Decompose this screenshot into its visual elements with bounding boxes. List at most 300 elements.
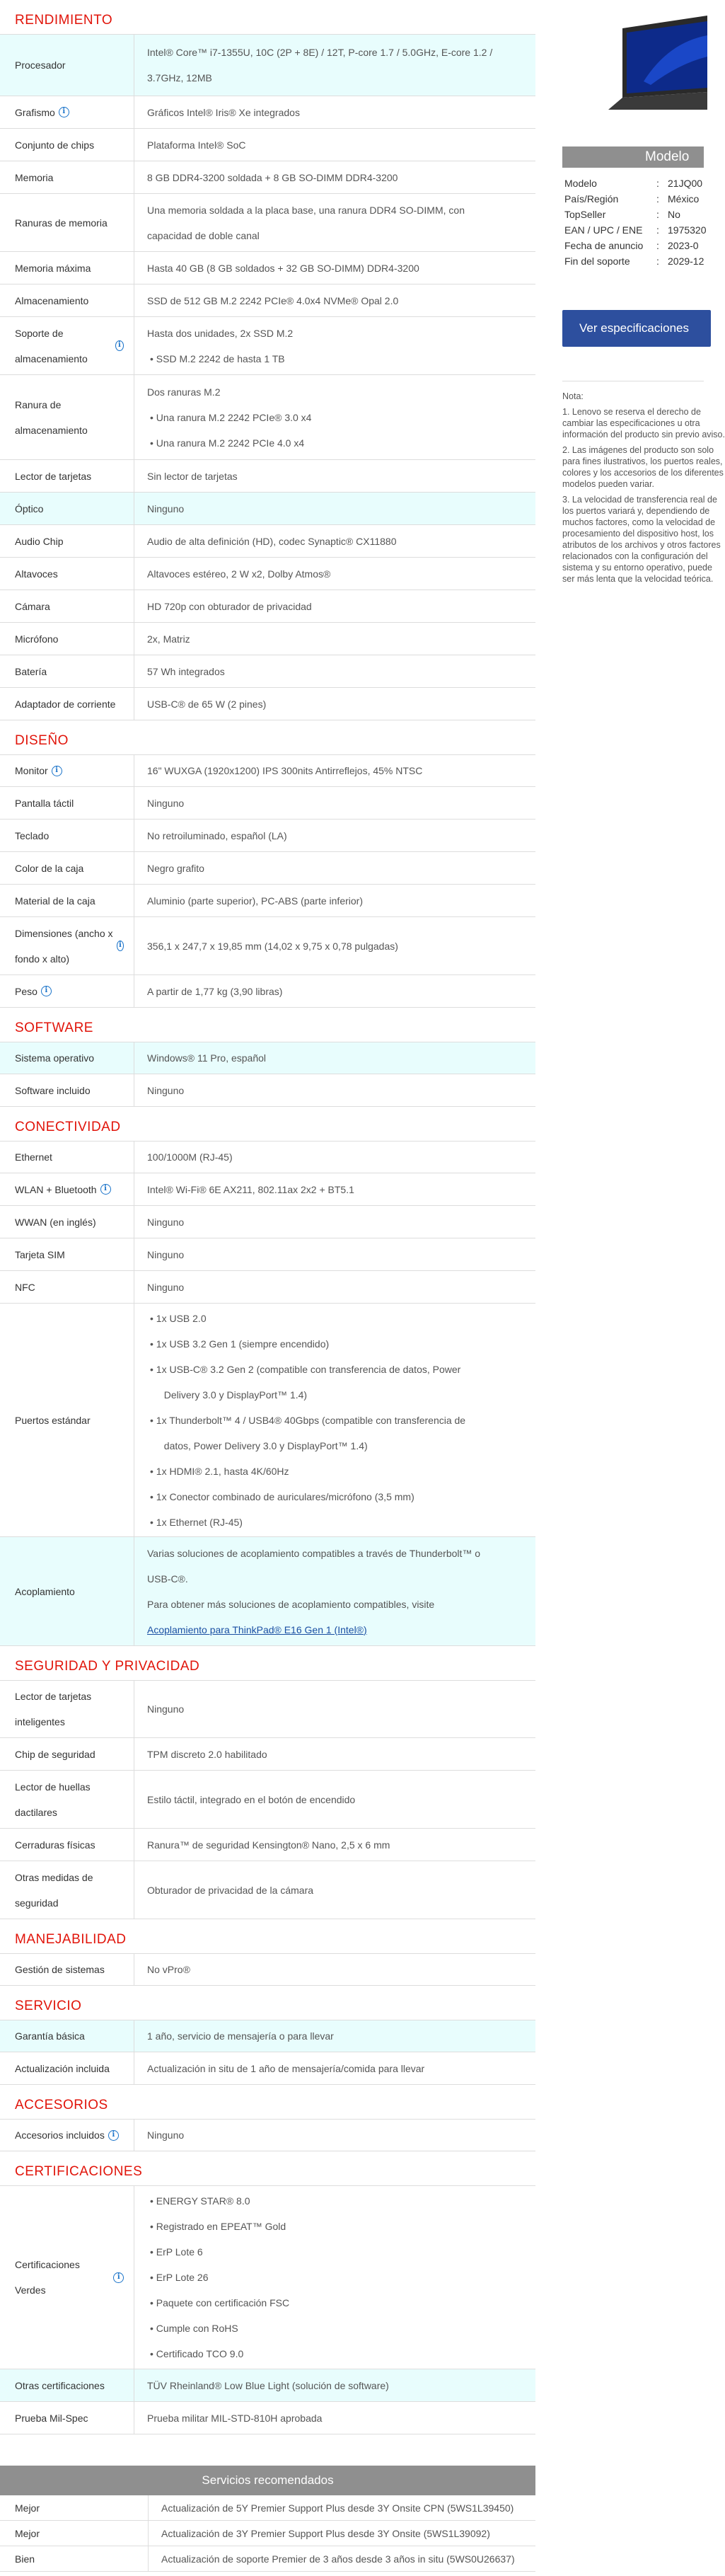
spec-label: [0, 820, 134, 851]
section-title-diseno: DISEÑO: [15, 733, 69, 748]
note-item: 1. Lenovo se reserva el derecho de cambiar las especificaciones u otra información del producto sin previo aviso.: [562, 407, 725, 439]
spec-value: [134, 2186, 535, 2369]
spec-label: [0, 590, 134, 622]
colon: :: [656, 178, 659, 189]
spec-value: [134, 1142, 535, 1173]
spec-label-text: WLAN + Bluetooth: [15, 1183, 97, 1195]
spec-label-text: Pantalla táctil: [15, 797, 74, 809]
spec-label-text: Teclado: [15, 829, 50, 841]
spec-value: [134, 1042, 535, 1074]
spec-label: [0, 1861, 134, 1919]
spec-label: [0, 655, 134, 687]
colon: :: [656, 240, 659, 251]
model-value: 2023-0: [668, 240, 699, 251]
spec-value-line: Obturador de privacidad de la cámara: [147, 1884, 314, 1896]
info-icon[interactable]: i: [59, 107, 69, 117]
spec-label: [0, 2369, 134, 2401]
spec-value-line: Ninguno: [147, 1703, 185, 1715]
spec-row-memoria: [0, 161, 535, 194]
spec-value-line: 3.7GHz, 12MB: [147, 72, 212, 84]
spec-row-sistema-operativo: [0, 1042, 535, 1074]
spec-row-actualizacion-incluida: [0, 2052, 535, 2085]
spec-value-line: Negro grafito: [147, 862, 204, 874]
spec-row-nfc: [0, 1271, 535, 1304]
spec-value: [134, 1537, 535, 1645]
info-icon[interactable]: i: [100, 1184, 111, 1195]
spec-row-audio-chip: [0, 525, 535, 558]
spec-row-wlan-bluetooth: [0, 1173, 535, 1206]
spec-label-text: Óptico: [15, 502, 44, 514]
spec-label: [0, 1206, 134, 1238]
spec-value-line: • SSD M.2 2242 de hasta 1 TB: [150, 352, 285, 364]
spec-label-text: Dimensiones (ancho x fondo x alto): [15, 927, 113, 965]
spec-label-text: Ranura de almacenamiento: [15, 398, 88, 436]
spec-label-text: Acoplamiento: [15, 1585, 75, 1597]
spec-value-line: SSD de 512 GB M.2 2242 PCIe® 4.0x4 NVMe® Opal 2.0: [147, 294, 399, 306]
spec-value-line: • 1x USB 2.0: [150, 1312, 207, 1324]
spec-label-text: Gestión de sistemas: [15, 1964, 105, 1975]
model-table: [564, 176, 707, 269]
spec-value-line: TÜV Rheinland® Low Blue Light (solución de software): [147, 2379, 389, 2391]
spec-label: [0, 96, 134, 128]
spec-value: [134, 2052, 535, 2084]
docking-link[interactable]: Acoplamiento para ThinkPad® E16 Gen 1 (Intel®): [147, 1623, 367, 1635]
spec-value-line: capacidad de doble canal: [147, 229, 260, 241]
spec-value-line: • Una ranura M.2 2242 PCIe® 3.0 x4: [150, 411, 312, 423]
spec-value-line: Estilo táctil, integrado en el botón de encendido: [147, 1793, 356, 1805]
spec-value: [134, 558, 535, 590]
service-tier: Mejor: [0, 2521, 149, 2546]
section-title-certificaciones: CERTIFICACIONES: [15, 2164, 143, 2179]
colon: :: [656, 209, 659, 220]
spec-label: [0, 787, 134, 819]
model-row: [564, 222, 707, 238]
spec-value-line: Ninguno: [147, 502, 185, 514]
spec-value-line: • 1x Conector combinado de auriculares/micrófono (3,5 mm): [150, 1490, 414, 1502]
model-key: TopSeller: [564, 209, 606, 220]
laptop-image: [601, 14, 707, 120]
spec-row-software-incluido: [0, 1074, 535, 1107]
spec-row-gestion-de-sistemas: [0, 1953, 535, 1986]
spec-label: [0, 1304, 134, 1536]
spec-row-garantia-basica: [0, 2020, 535, 2052]
spec-label: [0, 755, 134, 786]
spec-value-line: • Registrado en EPEAT™ Gold: [150, 2221, 286, 2232]
spec-label: [0, 493, 134, 524]
spec-value: [134, 1861, 535, 1919]
spec-value: [134, 688, 535, 720]
spec-value-line: • 1x HDMI® 2.1, hasta 4K/60Hz: [150, 1465, 289, 1477]
spec-label: [0, 161, 134, 193]
spec-label: [0, 525, 134, 557]
spec-value: [134, 1173, 535, 1205]
info-icon[interactable]: i: [117, 941, 124, 951]
section-title-conectividad: CONECTIVIDAD: [15, 1120, 121, 1134]
spec-value-line: USB-C®.: [147, 1572, 188, 1585]
spec-value-line: Windows® 11 Pro, español: [147, 1052, 267, 1064]
spec-label-text: Color de la caja: [15, 862, 84, 874]
spec-value: [134, 787, 535, 819]
spec-value-line: Actualización in situ de 1 año de mensajería/comida para llevar: [147, 2062, 425, 2074]
model-value: 21JQ00: [668, 178, 703, 189]
spec-row-otras-certificaciones: [0, 2369, 535, 2402]
section-title-seguridad-y-privacidad: SEGURIDAD Y PRIVACIDAD: [15, 1659, 200, 1674]
info-icon[interactable]: i: [115, 340, 124, 351]
section-title-manejabilidad: MANEJABILIDAD: [15, 1932, 127, 1947]
spec-value: [134, 1271, 535, 1303]
spec-value-line: Para obtener más soluciones de acoplamiento compatibles, visite: [147, 1598, 435, 1610]
spec-value: [134, 623, 535, 655]
spec-label: [0, 1042, 134, 1074]
spec-value-line: • Paquete con certificación FSC: [150, 2297, 290, 2308]
spec-label-text: Audio Chip: [15, 535, 64, 547]
spec-value: [134, 1954, 535, 1985]
spec-value-line: 57 Wh integrados: [147, 665, 225, 677]
spec-value-line: • 1x USB-C® 3.2 Gen 2 (compatible con transferencia de datos, Power: [150, 1363, 461, 1375]
spec-label: [0, 1173, 134, 1205]
service-row: [0, 2495, 535, 2521]
spec-label: [0, 1954, 134, 1985]
spec-label-text: Lector de tarjetas inteligentes: [15, 1691, 92, 1727]
model-row: [564, 253, 707, 269]
spec-value: [134, 252, 535, 284]
spec-value-line: No vPro®: [147, 1964, 190, 1975]
spec-value-line: 100/1000M (RJ-45): [147, 1151, 233, 1163]
spec-label: [0, 852, 134, 884]
spec-value-line: Hasta dos unidades, 2x SSD M.2: [147, 327, 294, 339]
spec-label: [0, 284, 134, 316]
spec-row-cerraduras-fisicas: [0, 1829, 535, 1861]
spec-label-text: WWAN (en inglés): [15, 1216, 96, 1228]
spec-value-line: • ErP Lote 26: [150, 2272, 209, 2283]
spec-label: [0, 2186, 134, 2369]
model-value: México: [668, 193, 700, 205]
spec-row-ethernet: [0, 1141, 535, 1173]
spec-label-text: Cerraduras físicas: [15, 1839, 95, 1851]
spec-row-ranuras-de-memoria: [0, 194, 535, 252]
spec-row-lector-de-tarjetas: [0, 460, 535, 493]
colon: :: [656, 224, 659, 236]
spec-value-line: Hasta 40 GB (8 GB soldados + 32 GB SO-DIMM) DDR4-3200: [147, 262, 419, 274]
spec-value: [134, 525, 535, 557]
info-icon[interactable]: i: [52, 766, 62, 776]
spec-label-text: Lector de tarjetas: [15, 470, 92, 482]
spec-row-monitor: [0, 754, 535, 787]
spec-label-text: Sistema operativo: [15, 1052, 95, 1064]
spec-row-grafismo: [0, 96, 535, 129]
spec-row-soporte-de-almacenamiento: [0, 317, 535, 375]
model-row: [564, 207, 707, 222]
section-title-servicio: SERVICIO: [15, 1999, 82, 2013]
spec-label: [0, 975, 134, 1007]
spec-value-line: TPM discreto 2.0 habilitado: [147, 1748, 267, 1760]
spec-value: [134, 1771, 535, 1828]
colon: :: [656, 255, 659, 267]
spec-row-certificaciones-verdes: [0, 2185, 535, 2369]
spec-label-text: Prueba Mil-Spec: [15, 2412, 88, 2424]
spec-row-almacenamiento: [0, 284, 535, 317]
spec-value: [134, 375, 535, 459]
service-row: [0, 2521, 535, 2546]
spec-label: [0, 1829, 134, 1861]
services-header: Servicios recomendados: [0, 2466, 535, 2495]
spec-label-text: Otras certificaciones: [15, 2379, 105, 2391]
model-row: [564, 191, 707, 207]
spec-label-text: Almacenamiento: [15, 294, 89, 306]
spec-value: [134, 1074, 535, 1106]
spec-row-teclado: [0, 820, 535, 852]
spec-row-otras-medidas-de-seguridad: [0, 1861, 535, 1919]
spec-value: [134, 317, 535, 374]
spec-row-conjunto-de-chips: [0, 129, 535, 161]
model-key: EAN / UPC / ENE: [564, 224, 643, 236]
model-key: País/Región: [564, 193, 619, 205]
spec-label-text: Micrófono: [15, 633, 59, 645]
spec-value-line: Aluminio (parte superior), PC-ABS (parte inferior): [147, 895, 363, 907]
spacer: [0, 2434, 535, 2466]
spec-row-chip-de-seguridad: [0, 1738, 535, 1771]
spec-value-line: 16" WUXGA (1920x1200) IPS 300nits Antirreflejos, 45% NTSC: [147, 765, 423, 776]
info-icon[interactable]: i: [113, 2272, 124, 2283]
spec-value-line: • Una ranura M.2 2242 PCIe 4.0 x4: [150, 437, 305, 449]
spec-label-text: Monitor: [15, 765, 48, 776]
spec-label-text: Lector de huellas dactilares: [15, 1781, 91, 1818]
sidebar: [552, 0, 725, 2576]
spec-value: [134, 590, 535, 622]
spec-value: [134, 460, 535, 492]
spec-label-text: Ranuras de memoria: [15, 217, 108, 229]
note-item: 2. Las imágenes del producto son solo para fines ilustrativos, los puertos reales, colores y los accesorios de los diferentes modelos pueden variar.: [562, 445, 724, 489]
spec-label-text: Tarjeta SIM: [15, 1248, 65, 1260]
spec-label: [0, 917, 134, 974]
spec-label: [0, 1074, 134, 1106]
model-value: 2029-12: [668, 255, 704, 267]
spec-label-text: NFC: [15, 1281, 35, 1293]
spec-value-line: Gráficos Intel® Iris® Xe integrados: [147, 106, 300, 118]
spec-value: [134, 917, 535, 974]
spec-value-line: 1 año, servicio de mensajería o para llevar: [147, 2030, 334, 2042]
model-key: Fin del soporte: [564, 255, 630, 267]
spec-value: [134, 885, 535, 916]
spec-label: [0, 460, 134, 492]
spec-value-line: Audio de alta definición (HD), codec Synaptic® CX11880: [147, 535, 397, 547]
spec-value: [134, 1829, 535, 1861]
service-row: [0, 2546, 535, 2572]
spec-value-line: 2x, Matriz: [147, 633, 190, 645]
spec-value-line: Ninguno: [147, 2129, 185, 2141]
spec-value-line: Ninguno: [147, 1281, 185, 1293]
spec-label-text: Procesador: [15, 59, 66, 71]
spec-label-text: Garantía básica: [15, 2030, 85, 2042]
spec-value-line: datos, Power Delivery 3.0 y DisplayPort™ 1.4): [158, 1439, 368, 1451]
service-tier: Bien: [0, 2546, 149, 2571]
spec-label: [0, 375, 134, 459]
spec-value: [134, 975, 535, 1007]
spec-row-altavoces: [0, 558, 535, 590]
section-title-rendimiento: RENDIMIENTO: [15, 13, 113, 28]
spec-label: [0, 1771, 134, 1828]
spec-value-line: Ninguno: [147, 1248, 185, 1260]
spec-row-dimensiones-ancho-x-fondo-x-alto: [0, 917, 535, 975]
spec-label: [0, 1238, 134, 1270]
spec-label-text: Puertos estándar: [15, 1414, 91, 1426]
model-header: Modelo: [562, 146, 704, 168]
info-icon[interactable]: i: [41, 986, 52, 996]
spec-value-line: No retroiluminado, español (LA): [147, 829, 287, 841]
spec-value-line: Prueba militar MIL-STD-810H aprobada: [147, 2412, 323, 2424]
spec-value: [134, 129, 535, 161]
spec-value: [134, 2402, 535, 2434]
spec-label-text: Otras medidas de seguridad: [15, 1871, 93, 1909]
spec-label: [0, 623, 134, 655]
spec-row-material-de-la-caja: [0, 885, 535, 917]
spec-row-camara: [0, 590, 535, 623]
spec-value-line: • Cumple con RoHS: [150, 2323, 238, 2334]
spec-label: [0, 1537, 134, 1645]
spec-value: [134, 35, 535, 96]
service-tier: Mejor: [0, 2495, 149, 2520]
spec-label-text: Grafismo: [15, 106, 55, 118]
spec-label: [0, 1681, 134, 1737]
spec-value: [134, 1304, 535, 1536]
spec-value-line: 356,1 x 247,7 x 19,85 mm (14,02 x 9,75 x 0,78 pulgadas): [147, 940, 398, 952]
model-value: No: [668, 209, 680, 220]
spec-label: [0, 558, 134, 590]
spec-label-text: Actualización incluida: [15, 2062, 110, 2074]
spec-row-microfono: [0, 623, 535, 655]
spec-row-memoria-maxima: [0, 252, 535, 284]
spec-label: [0, 2052, 134, 2084]
spec-value-line: Una memoria soldada a la placa base, una ranura DDR4 SO-DIMM, con: [147, 204, 465, 216]
spec-row-optico: [0, 493, 535, 525]
spec-value: [134, 161, 535, 193]
spec-row-adaptador-de-corriente: [0, 688, 535, 720]
spec-value-line: • 1x USB 3.2 Gen 1 (siempre encendido): [150, 1338, 330, 1350]
spec-label: [0, 252, 134, 284]
spec-row-lector-de-tarjetas-inteligentes: [0, 1680, 535, 1738]
info-icon[interactable]: i: [108, 2130, 119, 2141]
spec-value: [134, 1206, 535, 1238]
spec-value: [134, 1238, 535, 1270]
spec-label-text: Software incluido: [15, 1084, 91, 1096]
spec-row-wwan-en-ingles: [0, 1206, 535, 1238]
spec-label: [0, 1142, 134, 1173]
spec-row-accesorios-incluidos: [0, 2119, 535, 2151]
spec-value-line: Plataforma Intel® SoC: [147, 139, 246, 151]
service-description: Actualización de 3Y Premier Support Plus desde 3Y Onsite (5WS1L39092): [161, 2527, 490, 2539]
section-title-software: SOFTWARE: [15, 1020, 93, 1035]
spec-label: [0, 194, 134, 251]
spec-value-line: Ninguno: [147, 1084, 185, 1096]
spec-label-text: Adaptador de corriente: [15, 698, 116, 710]
spec-value-line: • 1x Ethernet (RJ-45): [150, 1516, 243, 1528]
spec-value: [134, 755, 535, 786]
spec-value: [134, 2020, 535, 2052]
spec-value-line: Altavoces estéreo, 2 W x2, Dolby Atmos®: [147, 568, 331, 580]
spec-value-line: Intel® Wi-Fi® 6E AX211, 802.11ax 2x2 + BT5.1: [147, 1183, 354, 1195]
spec-row-prueba-mil-spec: [0, 2402, 535, 2434]
notes: [562, 391, 725, 589]
view-specs-button[interactable]: Ver especificaciones: [562, 310, 711, 347]
spec-label-text: Batería: [15, 665, 47, 677]
spec-label-text: Chip de seguridad: [15, 1748, 95, 1760]
spec-label-text: Material de la caja: [15, 895, 95, 907]
spec-value-line: • Certificado TCO 9.0: [150, 2348, 244, 2359]
spec-label: [0, 35, 134, 96]
spec-row-lector-de-huellas-dactilares: [0, 1771, 535, 1829]
spec-label-text: Soporte de almacenamiento: [15, 327, 88, 364]
spec-value: [134, 96, 535, 128]
spec-value-line: Ranura™ de seguridad Kensington® Nano, 2,5 x 6 mm: [147, 1839, 390, 1851]
spec-row-ranura-de-almacenamiento: [0, 375, 535, 460]
spec-value: [134, 1738, 535, 1770]
spec-value-line: A partir de 1,77 kg (3,90 libras): [147, 985, 283, 997]
spec-value-line: HD 720p con obturador de privacidad: [147, 600, 312, 612]
spec-value-line: • ENERGY STAR® 8.0: [150, 2195, 250, 2207]
spec-label: [0, 2402, 134, 2434]
spec-value-line: USB-C® de 65 W (2 pines): [147, 698, 267, 710]
spec-value-line: Varias soluciones de acoplamiento compatibles a través de Thunderbolt™ o: [147, 1547, 481, 1559]
spec-value: [134, 852, 535, 884]
spec-label: [0, 129, 134, 161]
spec-value-line: 8 GB DDR4-3200 soldada + 8 GB SO-DIMM DDR4-3200: [147, 171, 398, 183]
spec-label: [0, 688, 134, 720]
notes-title: Nota:: [562, 391, 584, 401]
section-title-accesorios: ACCESORIOS: [15, 2098, 108, 2112]
spec-label: [0, 2020, 134, 2052]
model-key: Fecha de anuncio: [564, 240, 644, 251]
spec-value: [134, 284, 535, 316]
spec-row-bateria: [0, 655, 535, 688]
spec-label: [0, 885, 134, 916]
spec-label-text: Certificaciones Verdes: [15, 2259, 80, 2296]
spec-label-text: Ethernet: [15, 1151, 52, 1163]
spec-label-text: Conjunto de chips: [15, 139, 95, 151]
spec-value-line: Ninguno: [147, 1216, 185, 1228]
spec-label-text: Memoria: [15, 171, 54, 183]
spec-row-color-de-la-caja: [0, 852, 535, 885]
spec-label: [0, 2120, 134, 2151]
spec-row-pantalla-tactil: [0, 787, 535, 820]
model-key: Modelo: [564, 178, 597, 189]
spec-value: [134, 194, 535, 251]
spec-label-text: Peso: [15, 985, 37, 997]
spec-value: [134, 493, 535, 524]
service-description: Actualización de 5Y Premier Support Plus desde 3Y Onsite CPN (5WS1L39450): [161, 2502, 514, 2514]
spec-value-line: Sin lector de tarjetas: [147, 470, 238, 482]
service-description: Actualización de soporte Premier de 3 años desde 3 años in situ (5WS0U26637): [161, 2553, 515, 2565]
spec-row-peso: [0, 975, 535, 1008]
spec-label-text: Memoria máxima: [15, 262, 91, 274]
spec-value: [134, 1681, 535, 1737]
spec-label-text: Altavoces: [15, 568, 58, 580]
spec-row-procesador: [0, 34, 535, 96]
spec-value: [134, 820, 535, 851]
spec-value-line: Intel® Core™ i7-1355U, 10C (2P + 8E) / 12T, P-core 1.7 / 5.0GHz, E-core 1.2 /: [147, 47, 493, 58]
spec-value-line: Ninguno: [147, 797, 185, 809]
spec-row-acoplamiento: [0, 1537, 535, 1646]
model-row: [564, 238, 707, 253]
spec-label: [0, 1271, 134, 1303]
spec-value-line: • ErP Lote 6: [150, 2246, 203, 2258]
spec-value: [134, 2120, 535, 2151]
model-row: [564, 176, 707, 191]
spec-value-line: Delivery 3.0 y DisplayPort™ 1.4): [158, 1388, 308, 1401]
spec-label-text: Cámara: [15, 600, 50, 612]
colon: :: [656, 193, 659, 205]
model-value: 1975320: [668, 224, 707, 236]
spec-row-tarjeta-sim: [0, 1238, 535, 1271]
